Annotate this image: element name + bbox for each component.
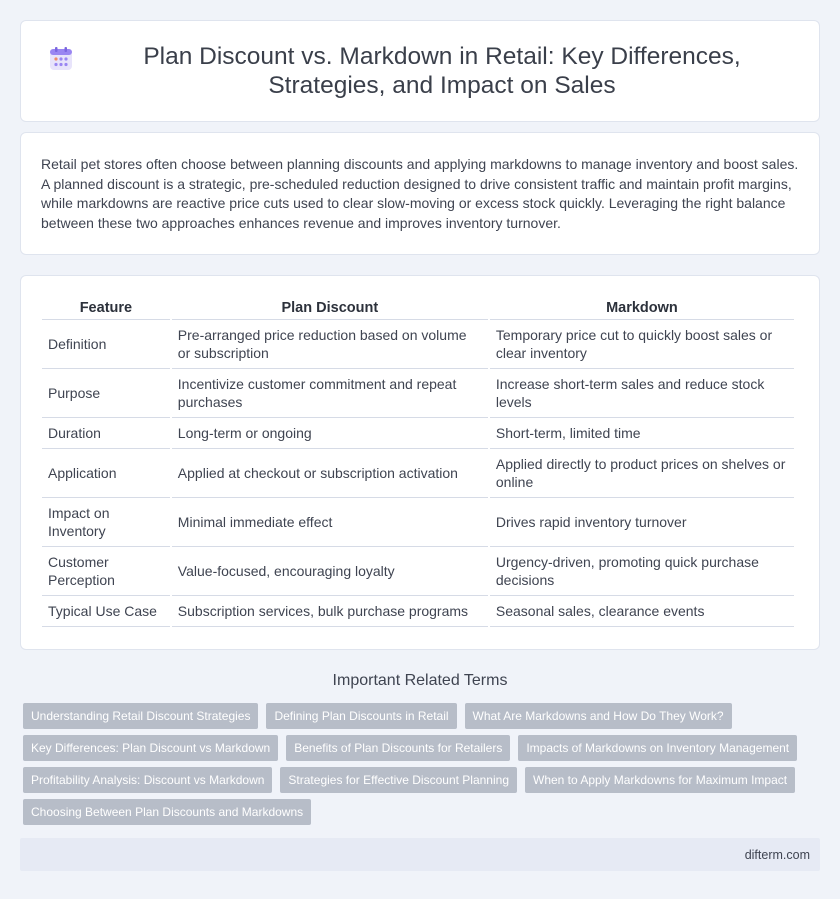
related-term-link[interactable]: Strategies for Effective Discount Planning xyxy=(280,767,517,793)
table-cell: Incentivize customer commitment and repeat purchases xyxy=(172,369,488,418)
table-row xyxy=(42,418,794,449)
table-cell: Customer Perception xyxy=(42,547,170,596)
intro-card xyxy=(20,132,820,255)
table-row xyxy=(42,596,794,627)
table-cell: Application xyxy=(42,449,170,498)
related-term-link[interactable]: Benefits of Plan Discounts for Retailers xyxy=(286,735,510,761)
related-term-link[interactable]: Impacts of Markdowns on Inventory Management xyxy=(518,735,797,761)
table-cell: Applied at checkout or subscription activation xyxy=(172,449,488,498)
table-cell: Pre-arranged price reduction based on volume or subscription xyxy=(172,320,488,369)
table-header-row xyxy=(42,298,794,320)
table-cell: Minimal immediate effect xyxy=(172,498,488,547)
related-terms-list xyxy=(20,703,820,831)
table-cell: Applied directly to product prices on shelves or online xyxy=(490,449,794,498)
header-inner xyxy=(48,42,792,100)
table-cell: Short-term, limited time xyxy=(490,418,794,449)
table-cell: Impact on Inventory xyxy=(42,498,170,547)
table-cell: Seasonal sales, clearance events xyxy=(490,596,794,627)
header-markdown: Markdown xyxy=(490,298,794,320)
footer-site-link[interactable]: difterm.com xyxy=(744,847,810,862)
related-term-link[interactable]: Understanding Retail Discount Strategies xyxy=(23,703,258,729)
table-cell: Urgency-driven, promoting quick purchase decisions xyxy=(490,547,794,596)
table-cell: Typical Use Case xyxy=(42,596,170,627)
table-cell: Drives rapid inventory turnover xyxy=(490,498,794,547)
footer xyxy=(20,838,820,871)
table-row xyxy=(42,369,794,418)
related-term-link[interactable]: Defining Plan Discounts in Retail xyxy=(266,703,456,729)
related-term-link[interactable]: Profitability Analysis: Discount vs Markdown xyxy=(23,767,272,793)
table-cell: Value-focused, encouraging loyalty xyxy=(172,547,488,596)
related-term-link[interactable]: Key Differences: Plan Discount vs Markdown xyxy=(23,735,278,761)
page xyxy=(0,20,840,871)
comparison-table xyxy=(40,298,796,627)
related-term-link[interactable]: What Are Markdowns and How Do They Work? xyxy=(465,703,732,729)
table-cell: Subscription services, bulk purchase programs xyxy=(172,596,488,627)
related-term-link[interactable]: When to Apply Markdowns for Maximum Impact xyxy=(525,767,795,793)
table-row xyxy=(42,547,794,596)
table-cell: Duration xyxy=(42,418,170,449)
related-terms-title: Important Related Terms xyxy=(332,672,508,689)
header-plan-discount: Plan Discount xyxy=(172,298,488,320)
comparison-table-card xyxy=(20,275,820,650)
table-cell: Temporary price cut to quickly boost sales or clear inventory xyxy=(490,320,794,369)
header-card xyxy=(20,20,820,122)
table-cell: Long-term or ongoing xyxy=(172,418,488,449)
table-cell: Definition xyxy=(42,320,170,369)
table-cell: Increase short-term sales and reduce stock levels xyxy=(490,369,794,418)
related-term-link[interactable]: Choosing Between Plan Discounts and Markdowns xyxy=(23,799,311,825)
page-title: Plan Discount vs. Markdown in Retail: Key Differences, Strategies, and Impact on Sales xyxy=(143,43,741,99)
header-feature: Feature xyxy=(42,298,170,320)
table-cell: Purpose xyxy=(42,369,170,418)
intro-text: Retail pet stores often choose between planning discounts and applying markdowns to manage inventory and boost sales. A planned discount is a strategic, pre-scheduled reduction designed to drive consistent traffic and maintain profit margins, while markdowns are reactive price cuts used to clear slow-moving or excess stock quickly. Leveraging the right balance between these two approaches enhances revenue and improves inventory turnover. xyxy=(41,156,799,231)
table-row xyxy=(42,449,794,498)
table-row xyxy=(42,498,794,547)
table-row xyxy=(42,320,794,369)
calendar-icon xyxy=(48,46,74,72)
